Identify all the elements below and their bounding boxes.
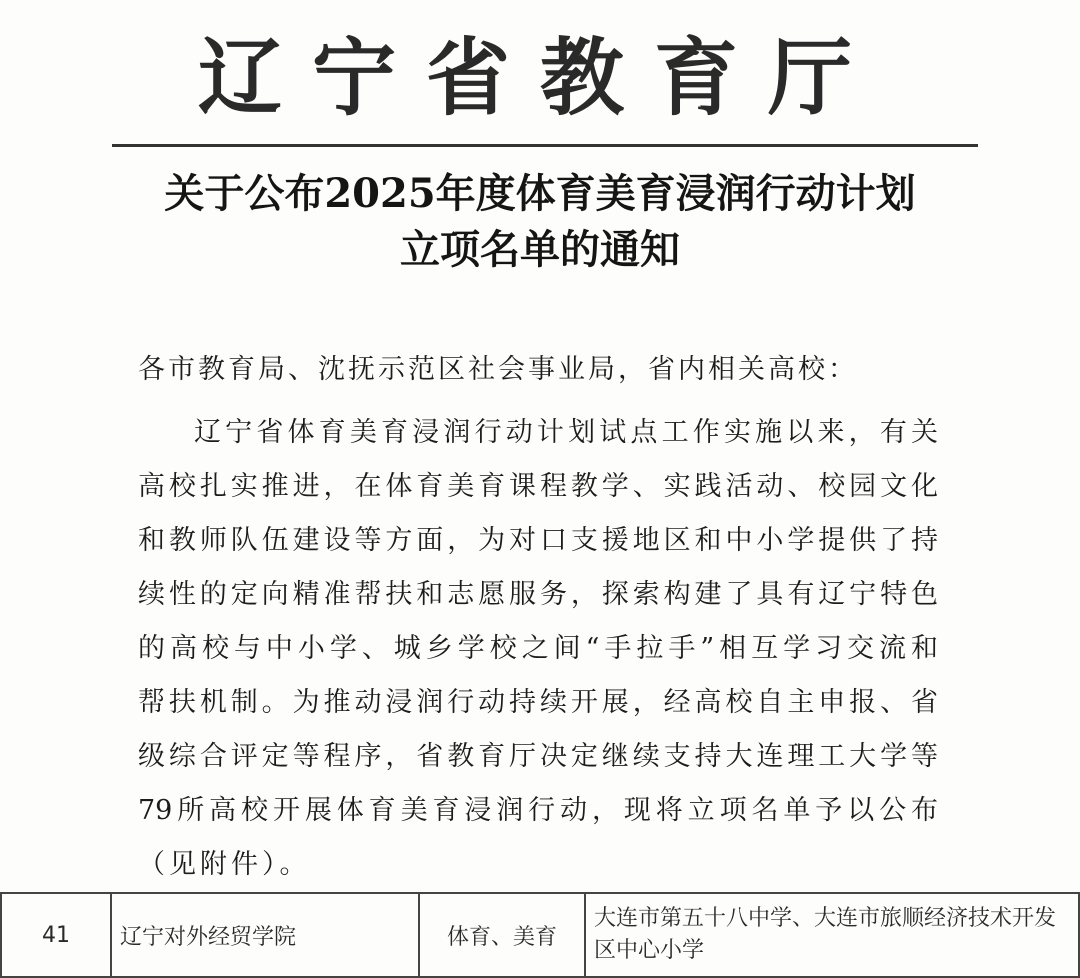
school-name: 辽宁对外经贸学院 — [111, 893, 419, 977]
body-line: 高校扎实推进，在体育美育课程教学、实践活动、校园文化 — [138, 471, 938, 502]
partner-schools: 大连市第五十八中学、大连市旅顺经济技术开发区中心小学 — [585, 893, 1079, 977]
body-line: （见附件）。 — [138, 849, 311, 880]
issuing-org-header: 辽宁省教育厅 — [197, 28, 882, 127]
table-row — [1, 893, 1079, 977]
title-line-2: 立项名单的通知 — [400, 226, 680, 273]
body-line: 和教师队伍建设等方面，为对口支援地区和中小学提供了持 — [138, 525, 938, 556]
body-line: 的高校与中小学、城乡学校之间“手拉手”相互学习交流和 — [138, 633, 938, 664]
salutation: 各市教育局、沈抚示范区社会事业局，省内相关高校： — [138, 354, 858, 385]
project-type: 体育、美育 — [419, 893, 585, 977]
row-number: 41 — [1, 893, 111, 977]
body-line: 辽宁省体育美育浸润行动计划试点工作实施以来，有关 — [194, 417, 938, 448]
body-line: 帮扶机制。为推动浸润行动持续开展，经高校自主申报、省 — [138, 687, 938, 718]
attachment-table — [0, 892, 1080, 978]
title-line-1: 关于公布2025年度体育美育浸润行动计划 — [164, 170, 916, 217]
body-line: 79所高校开展体育美育浸润行动，现将立项名单予以公布 — [138, 795, 938, 826]
body-line: 级综合评定等程序，省教育厅决定继续支持大连理工大学等 — [138, 741, 938, 772]
document-title — [100, 166, 980, 278]
header-divider — [112, 144, 978, 147]
body-line: 续性的定向精准帮扶和志愿服务，探索构建了具有辽宁特色 — [138, 579, 938, 610]
body-paragraph — [138, 406, 938, 892]
